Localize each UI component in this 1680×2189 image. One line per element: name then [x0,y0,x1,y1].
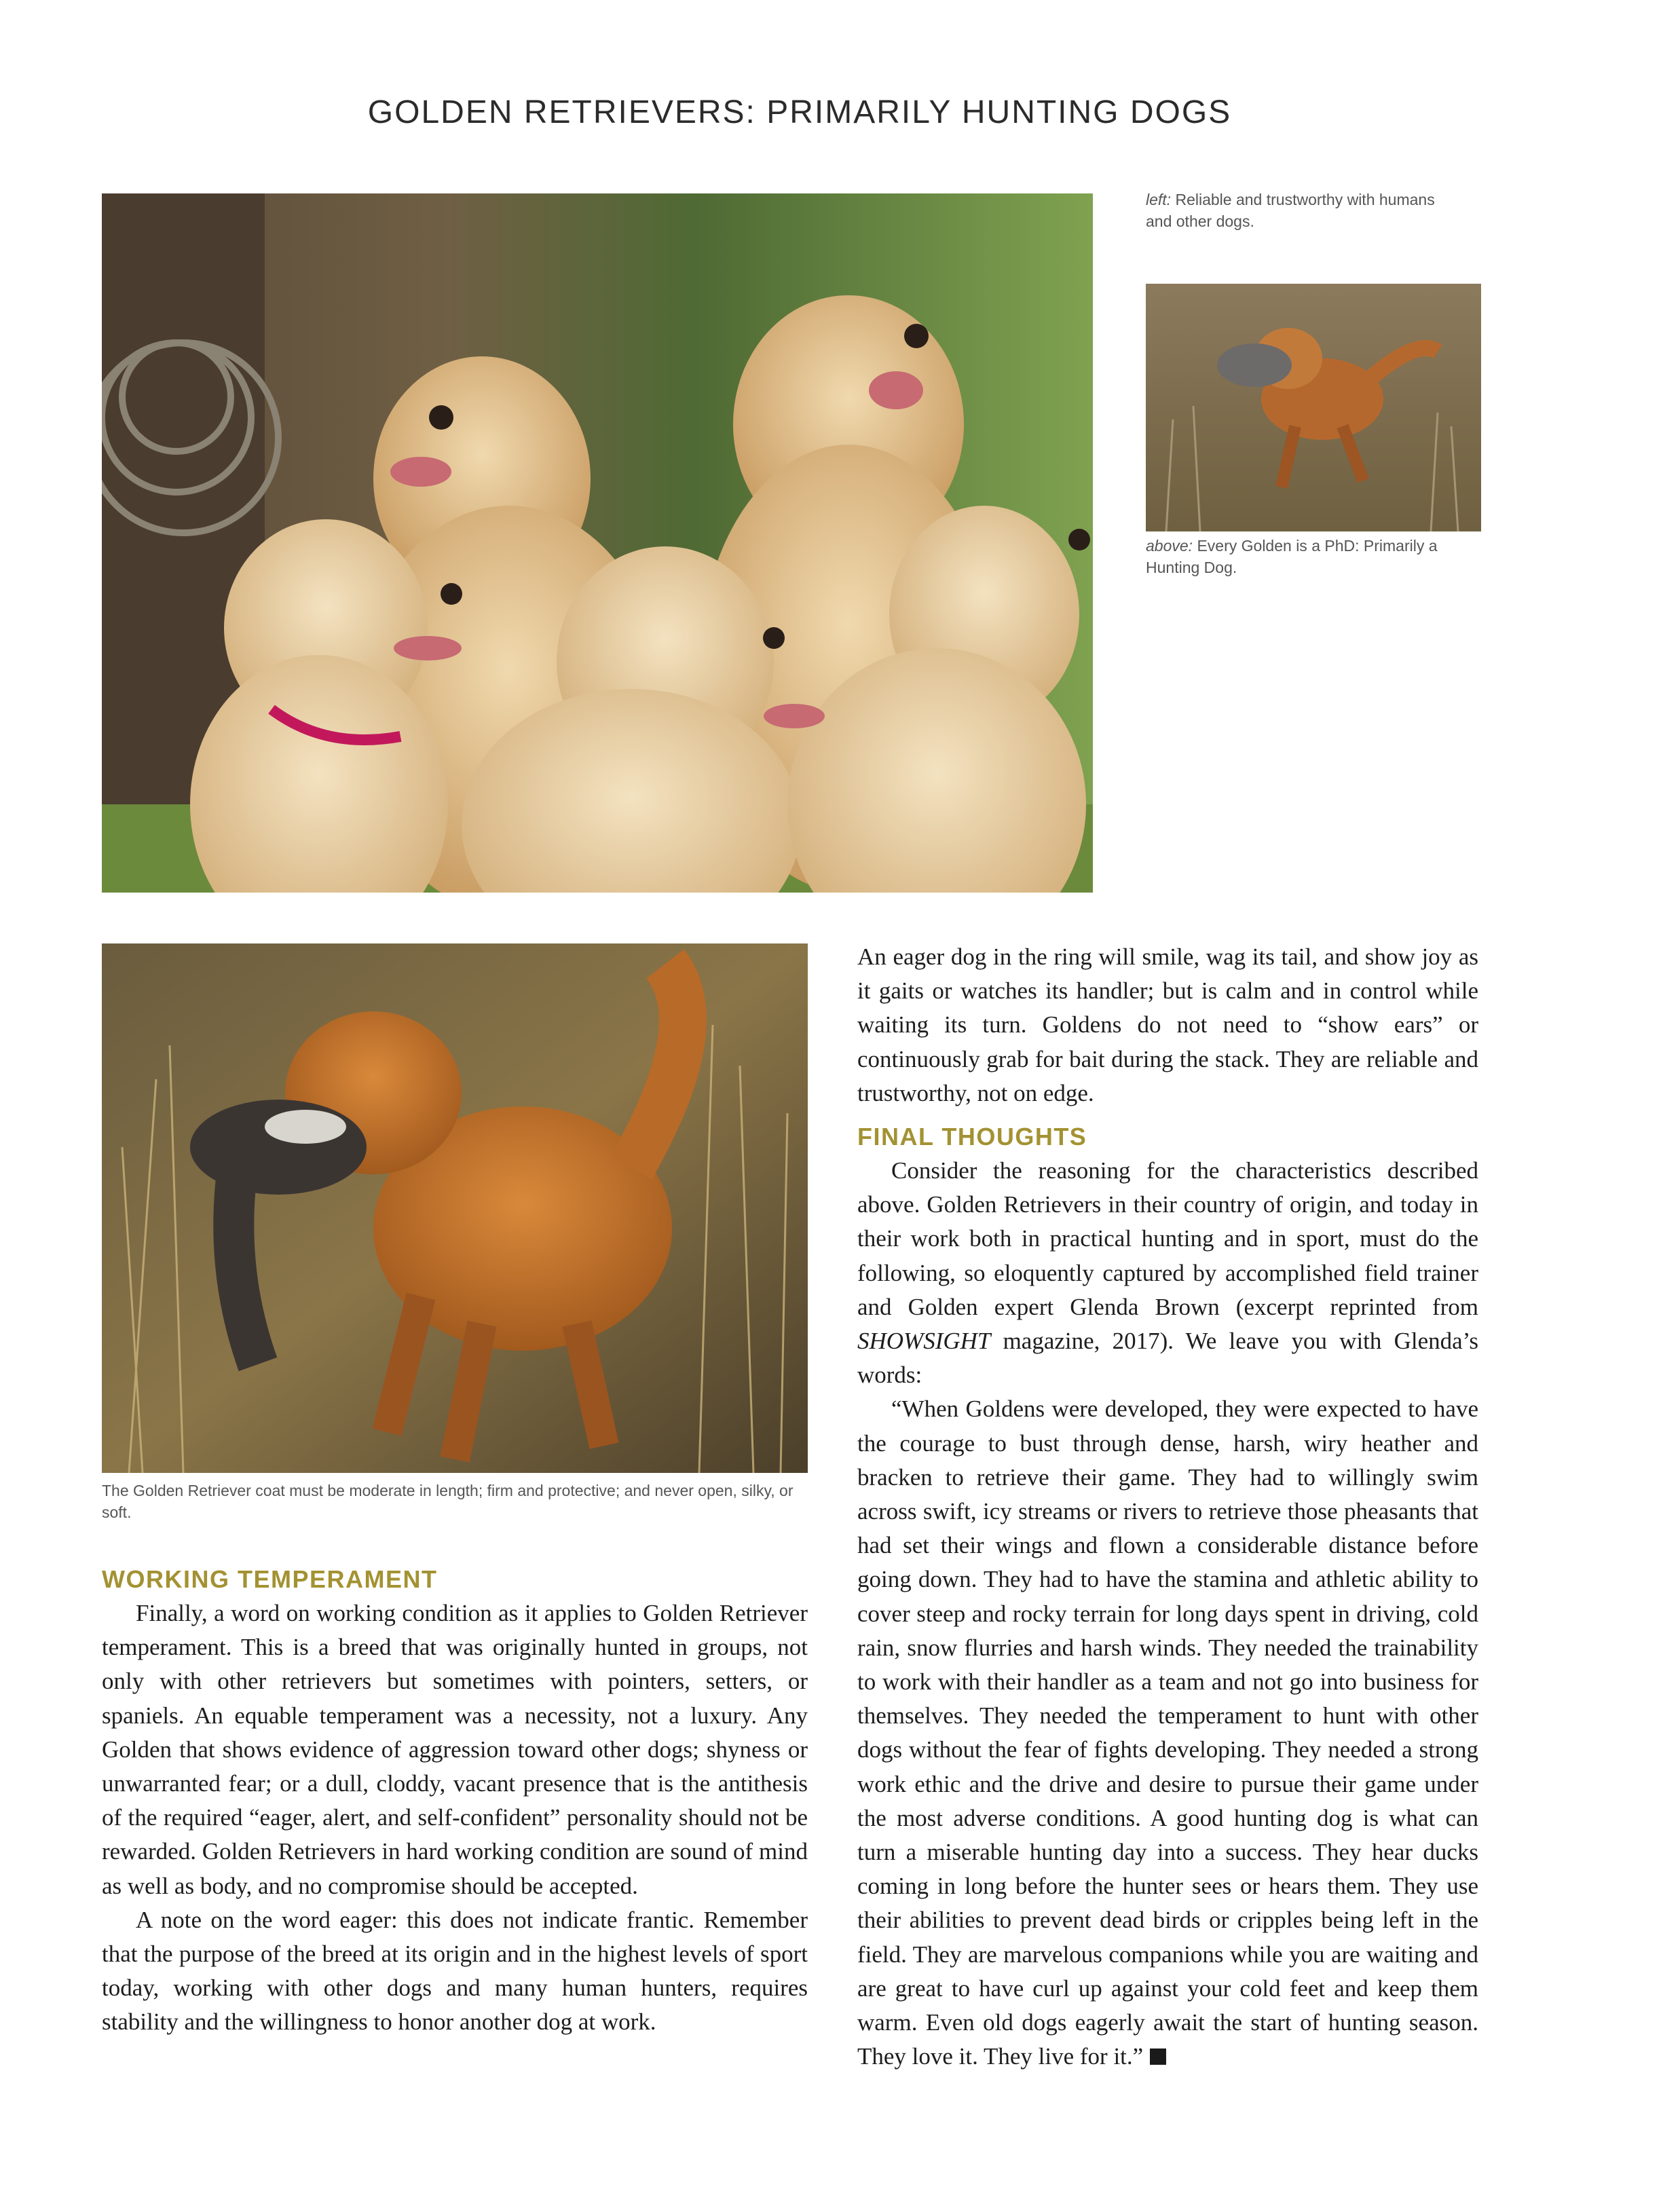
right-column [857,940,1478,2074]
page-title: GOLDEN RETRIEVERS: PRIMARILY HUNTING DOGS [367,94,1232,130]
photo-caption-coat: The Golden Retriever coat must be moderate in length; firm and protective; and never open, silky, or soft. [102,1482,794,1521]
golden-group-photo [102,193,1093,893]
quote-text: “When Goldens were developed, they were expected to have the courage to bust through dense, harsh, wiry heather and bracken to retrieve their game. They had to willingly swim across swift, icy streams or rivers to retrieve those pheasants that had set their wings and flown a considerable distance before going down. They had to have the stamina and athletic ability to cover steep and rocky terrain for long days spent in driving, cold rain, snow flurries and harsh winds. They needed the trainability to work with their handler as a team and not go into business for themselves. They needed the temperament to hunt with other dogs without the fear of fights developing. They needed a strong work ethic and the drive and desire to pursue their game under the most adverse conditions. A good hunting dog is what can turn a miserable hunting day into a success. They hear ducks coming in long before the hunter sees or hears them. They use their abilities to prevent dead birds or cripples being left in the field. They are marvelous companions while you are waiting and are great to have curl up against your cold feet and keep them warm. Even old dogs eagerly await the start of hunting season. They love it. They live for it.” [857,1396,1478,2070]
section-heading-working-temperament: WORKING TEMPERAMENT [102,1565,438,1593]
body-paragraph: An eager dog in the ring will smile, wag its tail, and show joy as it gaits or watches its handler; but is calm and in control while waiting its turn. Goldens do not need to “show ears” or continuously grab for bait during the stack. They are reliable and trustworthy, not on edge. [857,943,1478,1106]
section-heading-final-thoughts: FINAL THOUGHTS [857,1123,1087,1151]
caption-text: Every Golden is a PhD: Primarily a Hunting Dog. [1146,537,1438,576]
body-paragraph [857,1154,1478,1392]
body-paragraph: Finally, a word on working condition as it applies to Golden Retriever temperament. This is a breed that was originally hunted in groups, not only with other retrievers but sometimes with pointers, setters, or spaniels. An equable temperament was a necessity, not a luxury. Any Golden that shows evidence of aggression toward other dogs; shyness or unwarranted fear; or a dull, cloddy, vacant presence that is the antithesis of the required “eager, alert, and self-confident” personality should not be rewarded. Golden Retrievers in hard working condition are sound of mind as well as body, and no compromise should be accepted. [102,1600,808,1899]
paragraph-text: magazine, 2017). We leave you with Glenda’s words: [857,1328,1478,1389]
running-golden-photo [1146,284,1481,531]
caption-text: Reliable and trustworthy with humans and other dogs. [1146,191,1435,230]
quote-paragraph [857,1392,1478,2074]
photo-caption-left [1146,189,1465,232]
retrieving-golden-photo [102,943,808,1473]
magazine-name: SHOWSIGHT [857,1328,991,1355]
caption-lead: left: [1146,191,1172,208]
end-square-icon [1150,2048,1166,2065]
body-paragraph: A note on the word eager: this does not indicate frantic. Remember that the purpose of the breed at its origin and in the highest levels of sport today, working with other dogs and many human hunters, requires stability and the willingness to honor another dog at work. [102,1906,808,2036]
photo-caption-above [1146,535,1481,578]
caption-lead: above: [1146,537,1193,555]
left-column [102,1563,808,2040]
paragraph-text: Consider the reasoning for the characteristics described above. Golden Retrievers in their country of origin, and today in their work both in practical hunting and in sport, must do the following, so eloquently captured by accomplished field trainer and Golden expert Glenda Brown (excerpt reprinted from [857,1157,1478,1320]
